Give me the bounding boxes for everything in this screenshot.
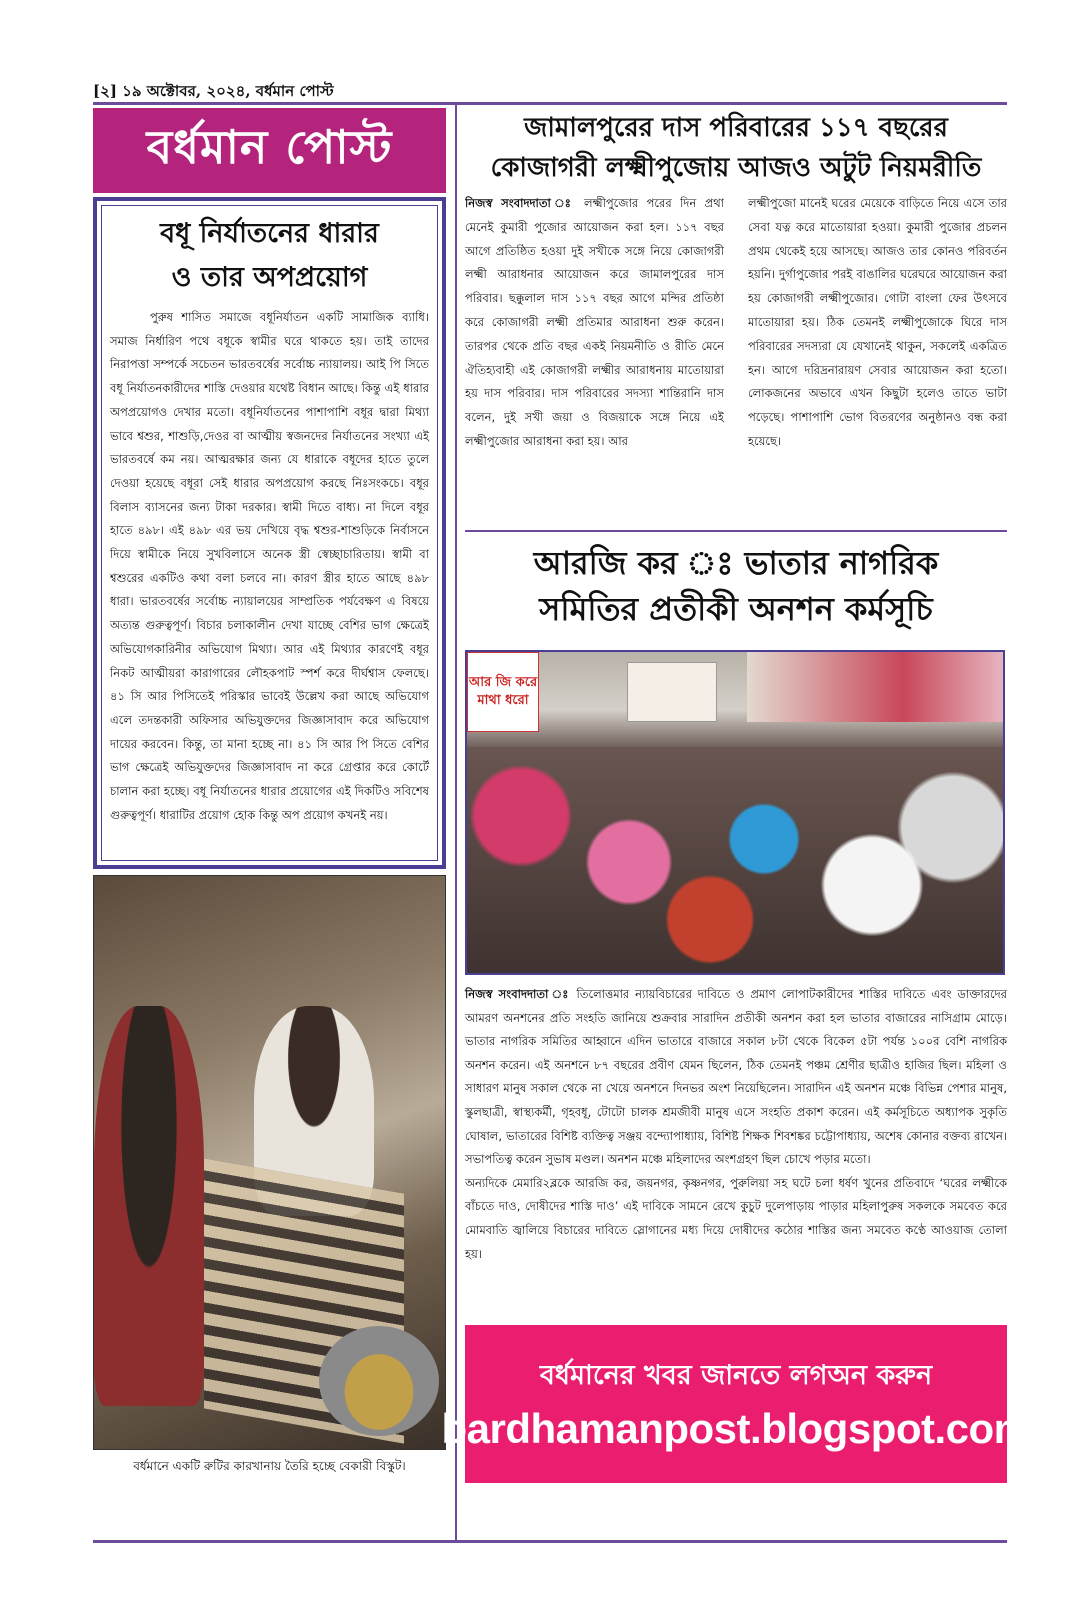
- left-article-inner: [101, 205, 438, 861]
- bottom-rule: [93, 1540, 1007, 1543]
- left-article-title-line1: বধূ নির্যাতনের ধারার: [160, 218, 379, 249]
- photo-worker-left: [94, 1006, 204, 1406]
- article1-column-1: [465, 192, 724, 525]
- page-header: [২] ১৯ অক্টোবর, ২০২৪, বর্ধমান পোস্ট: [93, 82, 334, 100]
- article1-headline-line2: কোজাগরী লক্ষ্মীপুজোয় আজও অটুট নিয়মরীতি: [490, 153, 982, 183]
- article2-headline: [465, 540, 1007, 632]
- photo-vat: [319, 1326, 439, 1436]
- article1-body: [465, 192, 1007, 525]
- left-article-title: [110, 212, 429, 300]
- left-article-body: পুরুষ শাসিত সমাজে বধূনির্যাতন একটি সামাজিক ব্যাধি। সমাজ নির্ধারিণ পথে বধূকে স্বামীর ঘরে থাকতে হয়। তাই তাদের নিরাপত্তা সম্পর্কে সচেতন ভারতবর্ষের সর্বোচ্চ ন্যায়ালয়। আই পি সিতে বধূ নির্যাতনকারীদের শাস্তি দেওয়ার যথেষ্ট বিধান আছে। কিন্তু এই ধারার অপপ্রয়োগও দেখার মতো। বধূনির্যাতনের পাশাপাশি বধূর দ্বারা মিথ্যা ভাবে শ্বশুর, শাশুড়ি,দেওর বা আত্মীয় স্বজনদের নির্যাতনের সংখ্যা এই ভারতবর্ষে কম নয়। আত্মরক্ষার জন্য যে ধারাকে বধূদের হাতে তুলে দেওয়া হয়েছে বধূরা সেই ধারার অপপ্রয়োগ করছে নিঃসংকচে। বধূর বিলাস ব্যাসনের জন্য টাকা দরকার। স্বামী দিতে বাধ্য। না দিলে বধূর হাতে ৪৯৮। এই ৪৯৮ এর ভয় দেখিয়ে বৃদ্ধ শ্বশুর-শাশুড়িকে নির্বাসনে দিয়ে স্বামীকে নিয়ে সুখবিলাসে অনেক স্ত্রী স্বেচ্ছাচারিতায়। স্বামী বা শ্বশুরের একটিও কথা বলা চলবে না। কারণ স্ত্রীর হাতে আছে ৪৯৮ ধারা। ভারতবর্ষের সর্বোচ্চ ন্যায়ালয়ের সাম্প্রতিক পর্যবেক্ষণ এ বিষয়ে অত্যন্ত গুরুত্বপূর্ণ। বিচার চলাকালীন দেখা যাচ্ছে বেশির ভাগ ক্ষেত্রেই অভিযোগকারিনীর অভিযোগ মিথ্যা। আর এই মিথ্যার কারণেই বধূর নিকট আত্মীয়রা কারাগারের লৌহকপাট স্পর্শ করে দীর্ঘশ্বাস ফেলছে। ৪১ সি আর পিসিতেই পরিস্কার ভাবেই উল্লেখ করা আছে অভিযোগ এলে তদন্তকারী অফিসার অভিযুক্তদের জিজ্ঞাসাবাদ করে অভিযোগ দায়ের করবেন। কিন্তু, তা মানা হচ্ছে না। ৪১ সি আর পি সিতে বেশির ভাগ ক্ষেত্রেই অভিযুক্তদের জিজ্ঞাসাবাদ না করে গ্রেপ্তার করে কোর্টে চালান করা হচ্ছে। বধূ নির্যাতনের ধারার প্রয়োগের এই দিকটিও সবিশেষ গুরুত্বপূর্ণ। ধারাটির প্রয়োগ হোক কিন্তু অপ প্রয়োগ কখনই নয়।: [110, 310, 429, 822]
- blog-advert[interactable]: [441, 1325, 1031, 1483]
- bakery-photo: [93, 875, 446, 1450]
- protest-photo: [465, 650, 1005, 975]
- photo-crowd: [467, 747, 1005, 975]
- article2-para1-text: তিলোত্তমার ন্যায়বিচারের দাবিতে ও প্রমাণ লোপাটকারীদের শাস্তির দাবিতে এবং ডাক্তারদের আমরণ অনশনের প্রতি সংহতি জানিয়ে শুক্রবার সারাদিন প্রতীকী অনশন করা হল ভাতার বাজারের নাসিগ্রাম মোড়ে। ভাতার নাগরিক সমিতির আহ্বানে এদিন ভাতারে বাজারে সকাল ৮টা থেকে বিকেল ৫টা পর্যন্ত ১০০র বেশি নাগরিক অনশন করেন। এই অনশনে ৮৭ বছরের প্রবীণ যেমন ছিলেন, ঠিক তেমনই পঞ্চম শ্রেণীর ছাত্রীও হাজির ছিল। মহিলা ও সাধারণ মানুষ সকাল থেকে না খেয়ে অনশনে দিনভর অংশ নিয়েছিলেন। সারাদিন এই অনশন মঞ্চে বিভিন্ন পেশার মানুষ, স্কুলছাত্রী, স্বাস্থ্যকর্মী, গৃহবধূ, টোটো চালক শ্রমজীবী মানুষ এসে সংহতি প্রকাশ করেন। এই কর্মসূচিতে অধ্যাপক সুকৃতি ঘোষাল, ভাতারের বিশিষ্ট ব্যক্তিত্ব সঞ্জয় বন্দ্যোপাধ্যায়, বিশিষ্ট শিক্ষক শিবশঙ্কর চট্টোপাধ্যায়, অশেষ কোনার বক্তব্য রাখেন। সভাপতিত্ব করেন সুভাষ মণ্ডল। অনশন মঞ্চে মহিলাদের অংশগ্রহণ ছিল চোখে পড়ার মতো।: [465, 987, 1007, 1167]
- left-article: [93, 197, 446, 869]
- column-divider: [455, 105, 457, 1540]
- photo-banner-line1: আর জি করে: [468, 675, 538, 690]
- article2-headline-line1: আরজি কর ঃ ভাতার নাগরিক: [533, 544, 939, 582]
- article2-byline: নিজস্ব সংবাদদাতা ঃ: [465, 987, 571, 1001]
- masthead-title: বর্ধমান পোস্ট: [146, 119, 393, 174]
- advert-url[interactable]: bardhamanpost.blogspot.com: [441, 1405, 1031, 1452]
- masthead: [93, 108, 446, 193]
- article1-headline: [465, 108, 1007, 188]
- article1-col2-text: লক্ষ্মীপুজো মানেই ঘরের মেয়েকে বাড়িতে নিয়ে এসে তার সেবা যত্ন করে মাতোয়ারা হওয়া। কুমারী পুজোর প্রচলন প্রথম থেকেই হয়ে আসছে। আজও তার কোনও পরিবর্তন হয়নি। দুর্গাপুজোর পরই বাঙালির ঘরেঘরে আয়োজন করা হয় কোজাগরী লক্ষ্মীপুজোর। গোটা বাংলা ফের উৎসবে মাতোয়ারা হয়। ঠিক তেমনই লক্ষ্মীপুজোকে ঘিরে দাস পরিবারের সদস্যরা যে যেখানেই থাকুন, সকলেই একত্রিত হন। আগে দরিদ্রনারায়ণ সেবার আয়োজন করা হতো। লোকজনের অভাবে এখন কিছুটা হলেও তাতে ভাটা পড়েছে। পাশাপাশি ভোগ বিতরণের অনুষ্ঠানও বন্ধ করা হয়েছে।: [748, 196, 1007, 448]
- photo-canopy: [747, 652, 1005, 722]
- article1-col1-text: লক্ষ্মীপুজোর পরের দিন প্রথা মেনেই কুমারী পুজোর আয়োজন করা হল। ১১৭ বছর আগে প্রতিষ্ঠিত হওয়া দুই সখীকে সঙ্গে নিয়ে কোজাগরী লক্ষ্মী আরাধনার আয়োজন করে জামালপুরের দাস পরিবার। ছক্কুলাল দাস ১১৭ বছর আগে মন্দির প্রতিষ্ঠা করে কোজাগরী লক্ষ্মী প্রতিমার আরাধনা শুরু করেন। তারপর থেকে প্রতি বছর একই নিয়মনীতি ও রীতি মেনে ঐতিহ্যবাহী এই কোজাগরী লক্ষ্মীর আরাধনায় মাতোয়ারা হয় দাস পরিবার। দাস পরিবারের সদস্যা শান্তিরানি দাস বলেন, দুই সখী জয়া ও বিজয়াকে সঙ্গে নিয়ে এই লক্ষ্মীপুজোর আরাধনা করা হয়। আর: [465, 196, 724, 448]
- article1-byline: নিজস্ব সংবাদদাতা ঃ: [465, 196, 576, 210]
- photo-poster: [627, 662, 717, 722]
- article1-headline-line1: জামালপুরের দাস পরিবারের ১১৭ বছরের: [524, 113, 948, 143]
- article2-headline-line2: সমিতির প্রতীকী অনশন কর্মসূচি: [539, 590, 933, 628]
- left-article-title-line2: ও তার অপপ্রয়োগ: [171, 262, 368, 293]
- article2-para2: অন্যদিকে মেমারি২ব্লকে আরজি কর, জয়নগর, কৃষ্ণনগর, পুরুলিয়া সহ ঘটে চলা ধর্ষণ খুনের প্রতিবাদে ‘ঘরের লক্ষ্মীকে বাঁচতে দাও, দোষীদের শাস্তি দাও’ এই দাবিকে সামনে রেখে কুচুট দুলেপাড়ায় পাড়ার মহিলাপুরুষ সকলকে সমবেত করে মোমবাতি জ্বালিয়ে বিচারের দাবিতে স্লোগানের মধ্য দিয়ে দোষীদের কঠোর শাস্তির জন্য সমবেত কণ্ঠে আওয়াজ তোলা হয়।: [465, 1175, 1007, 1261]
- bakery-photo-caption: বর্ধমানে একটি রুটির কারখানায় তৈরি হচ্ছে বেকারী বিস্কুট।: [133, 1459, 406, 1473]
- top-rule: [93, 102, 1007, 105]
- article1-rule: [465, 530, 1007, 532]
- photo-banner: [467, 652, 539, 732]
- article2-body: [465, 983, 1007, 1266]
- photo-banner-line2: মাথা ধরো: [477, 693, 529, 708]
- article2-para1: [465, 983, 1007, 1172]
- article1-column-2: [748, 192, 1007, 525]
- advert-tagline: বর্ধমানের খবর জানতে লগঅন করুন: [539, 1360, 933, 1391]
